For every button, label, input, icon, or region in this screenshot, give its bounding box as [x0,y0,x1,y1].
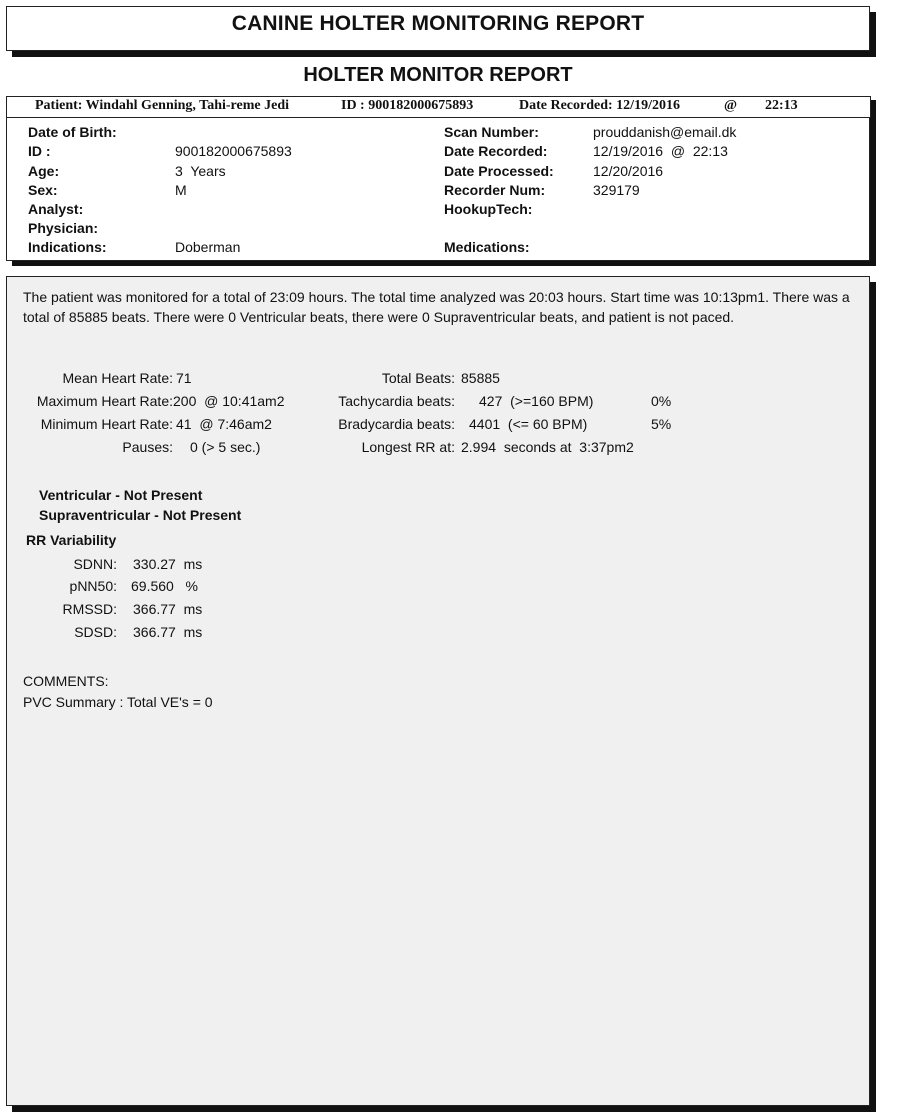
physician-label: Physician: [28,220,99,236]
pnn50-label: pNN50: [69,578,117,594]
medications-label: Medications: [444,239,530,255]
longest-rr-value: 2.994 seconds at 3:37pm2 [461,439,634,455]
tachycardia-percent: 0% [651,393,672,409]
analyst-label: Analyst: [28,201,84,217]
patient-bar-at: @ [724,98,738,113]
report-title: CANINE HOLTER MONITORING REPORT [231,12,645,35]
age-label: Age: [28,163,60,179]
date-processed-label: Date Processed: [444,163,554,179]
date-processed-value: 12/20/2016 [593,163,664,179]
report-body-box [6,276,870,1106]
bradycardia-percent: 5% [651,416,672,432]
total-beats-value: 85885 [461,370,500,386]
sex-label: Sex: [28,182,58,198]
ventricular-finding: Ventricular - Not Present [39,487,203,503]
dob-label: Date of Birth: [28,124,117,140]
id-value: 900182000675893 [175,143,292,159]
patient-info-box [6,117,870,261]
pauses-value: 0 (> 5 sec.) [190,439,261,455]
max-hr-label: Maximum Heart Rate: [36,393,173,409]
sdnn-label: SDNN: [73,556,117,572]
scan-number-label: Scan Number: [444,124,539,140]
recorder-num-label: Recorder Num: [444,182,546,198]
patient-bar-date: Date Recorded: 12/19/2016 [519,98,680,113]
supraventricular-finding: Supraventricular - Not Present [39,507,242,523]
comments-heading: COMMENTS: [23,673,109,689]
sdsd-label: SDSD: [74,624,117,640]
bradycardia-value: 4401 (<= 60 BPM) [469,416,588,432]
max-hr-value: 200 @ 10:41am2 [173,393,285,409]
report-title-box [6,6,870,51]
recorder-num-value: 329179 [593,182,640,198]
min-hr-value: 41 @ 7:46am2 [176,416,272,432]
monitoring-summary: The patient was monitored for a total of 23:09 hours. The total time analyzed was 20:03 hours. Start time was 10:13pm1. There was a total of 85885 beats. There were 0 Ventricular beats, there were 0 Supraventricular beats, and patient is not paced. [23,289,850,325]
patient-bar-id: ID : 900182000675893 [341,98,474,113]
rmssd-value: 366.77 ms [133,601,203,617]
report-subtitle: HOLTER MONITOR REPORT [303,64,573,86]
indications-label: Indications: [28,239,107,255]
tachycardia-label: Tachycardia beats: [338,393,455,409]
longest-rr-label: Longest RR at: [361,439,455,455]
min-hr-label: Minimum Heart Rate: [40,416,173,432]
age-value: 3 Years [175,163,226,179]
mean-hr-label: Mean Heart Rate: [62,370,173,386]
rr-variability-heading: RR Variability [26,532,117,548]
date-recorded-label: Date Recorded: [444,143,548,159]
scan-number-value: prouddanish@email.dk [593,124,737,140]
id-label: ID : [28,143,51,159]
comments-text: PVC Summary : Total VE's = 0 [23,694,213,710]
hookup-tech-label: HookupTech: [444,201,533,217]
date-recorded-value: 12/19/2016 @ 22:13 [593,143,728,159]
total-beats-label: Total Beats: [381,370,455,386]
mean-hr-value: 71 [176,370,192,386]
sex-value: M [175,182,187,198]
sdsd-value: 366.77 ms [133,624,203,640]
patient-bar-time: 22:13 [765,98,798,113]
patient-bar [6,96,871,118]
rmssd-label: RMSSD: [62,601,117,617]
pnn50-value: 69.560 % [131,578,198,594]
sdnn-value: 330.27 ms [133,556,203,572]
tachycardia-value: 427 (>=160 BPM) [479,393,594,409]
pauses-label: Pauses: [122,439,173,455]
indications-value: Doberman [175,239,241,255]
bradycardia-label: Bradycardia beats: [338,416,455,432]
patient-name: Patient: Windahl Genning, Tahi-reme Jedi [35,98,289,113]
